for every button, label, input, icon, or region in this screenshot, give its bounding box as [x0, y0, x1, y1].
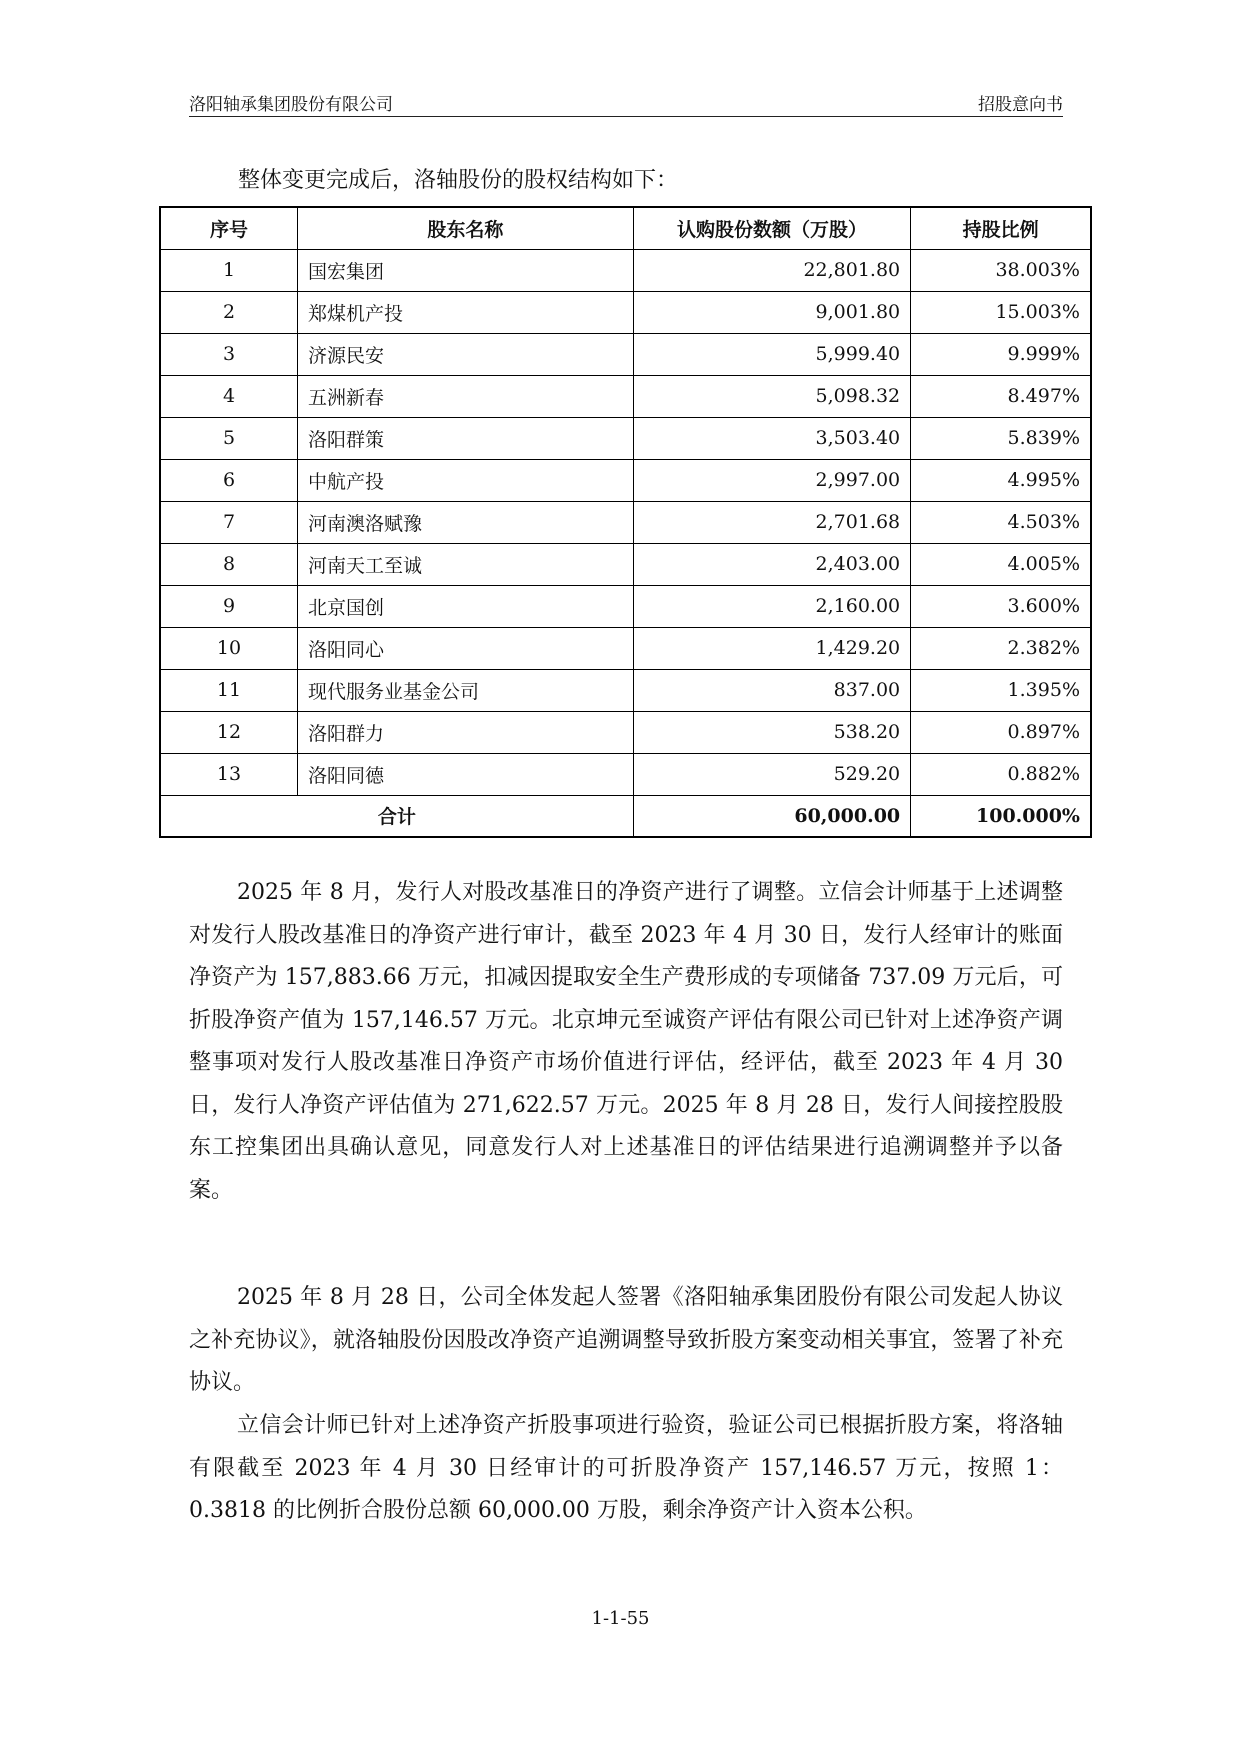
row-ratio: 0.897% [911, 711, 1091, 753]
table-row [160, 501, 1091, 543]
row-shares: 1,429.20 [633, 627, 910, 669]
row-ratio: 2.382% [911, 627, 1091, 669]
row-shareholder-name: 济源民安 [298, 333, 634, 375]
row-ratio: 4.995% [911, 459, 1091, 501]
table-row [160, 291, 1091, 333]
header-doc-type: 招股意向书 [978, 95, 1063, 115]
row-no: 8 [160, 543, 298, 585]
table-row [160, 543, 1091, 585]
row-no: 10 [160, 627, 298, 669]
paragraph-2 [189, 1277, 1063, 1405]
row-shareholder-name: 洛阳同心 [298, 627, 634, 669]
row-shares: 9,001.80 [633, 291, 910, 333]
row-ratio: 38.003% [911, 249, 1091, 291]
row-shares: 837.00 [633, 669, 910, 711]
col-header-name: 股东名称 [298, 207, 634, 249]
paragraph-text: 2025 年 8 月，发行人对股改基准日的净资产进行了调整。立信会计师基于上述调整对发行人股改基准日的净资产进行审计，截至 2023 年 4 月 30 日，发行人经审计的账面净资产为 157,883.66 万元，扣减因提取安全生产费形成的专项储备 737.09 万元后，可折股净资产值为 157,146.57 万元。北京坤元至诚资产评估有限公司已针对上述净资产调整事项对发行人股改基准日净资产市场价值进行评估，经评估，截至 2023 年 4 月 30 日，发行人净资产评估值为 271,622.57 万元。2025 年 8 月 28 日，发行人间接控股股东工控集团出具确认意见，同意发行人对上述基准日的评估结果进行追溯调整并予以备案。 [189, 880, 1063, 1203]
row-shareholder-name: 洛阳群策 [298, 417, 634, 459]
table-row [160, 417, 1091, 459]
row-shareholder-name: 郑煤机产投 [298, 291, 634, 333]
row-no: 2 [160, 291, 298, 333]
col-header-no: 序号 [160, 207, 298, 249]
row-ratio: 4.005% [911, 543, 1091, 585]
row-shareholder-name: 五洲新春 [298, 375, 634, 417]
total-label: 合计 [160, 795, 633, 837]
row-ratio: 9.999% [911, 333, 1091, 375]
total-ratio: 100.000% [911, 795, 1091, 837]
table-total-row [160, 795, 1091, 837]
paragraph-1 [189, 872, 1063, 1212]
table-row [160, 669, 1091, 711]
paragraph-3 [189, 1405, 1063, 1533]
row-ratio: 15.003% [911, 291, 1091, 333]
row-no: 6 [160, 459, 298, 501]
table-row [160, 249, 1091, 291]
row-no: 9 [160, 585, 298, 627]
row-no: 7 [160, 501, 298, 543]
table-row [160, 585, 1091, 627]
row-no: 13 [160, 753, 298, 795]
row-shares: 538.20 [633, 711, 910, 753]
row-shares: 3,503.40 [633, 417, 910, 459]
table-row [160, 627, 1091, 669]
page-number: 1-1-55 [591, 1608, 650, 1629]
table-row [160, 711, 1091, 753]
row-shareholder-name: 河南澳洛赋豫 [298, 501, 634, 543]
row-no: 4 [160, 375, 298, 417]
table-row [160, 459, 1091, 501]
row-shares: 2,403.00 [633, 543, 910, 585]
row-ratio: 8.497% [911, 375, 1091, 417]
row-ratio: 0.882% [911, 753, 1091, 795]
row-no: 12 [160, 711, 298, 753]
total-shares: 60,000.00 [633, 795, 910, 837]
row-ratio: 5.839% [911, 417, 1091, 459]
row-no: 1 [160, 249, 298, 291]
row-shares: 5,999.40 [633, 333, 910, 375]
row-no: 11 [160, 669, 298, 711]
row-ratio: 1.395% [911, 669, 1091, 711]
col-header-shares: 认购股份数额（万股） [633, 207, 910, 249]
table-row [160, 753, 1091, 795]
row-shareholder-name: 北京国创 [298, 585, 634, 627]
table-row [160, 333, 1091, 375]
col-header-ratio: 持股比例 [911, 207, 1091, 249]
row-shares: 2,997.00 [633, 459, 910, 501]
row-shareholder-name: 中航产投 [298, 459, 634, 501]
table-header-row [160, 207, 1091, 249]
row-shareholder-name: 国宏集团 [298, 249, 634, 291]
row-shareholder-name: 现代服务业基金公司 [298, 669, 634, 711]
row-no: 5 [160, 417, 298, 459]
row-shares: 529.20 [633, 753, 910, 795]
row-ratio: 3.600% [911, 585, 1091, 627]
row-shares: 5,098.32 [633, 375, 910, 417]
shareholding-table [159, 206, 1092, 838]
paragraph-text: 立信会计师已针对上述净资产折股事项进行验资，验证公司已根据折股方案，将洛轴有限截至 2023 年 4 月 30 日经审计的可折股净资产 157,146.57 万元，按照 1：0.3818 的比例折合股份总额 60,000.00 万股，剩余净资产计入资本公积。 [189, 1413, 1063, 1523]
row-shares: 22,801.80 [633, 249, 910, 291]
header-company: 洛阳轴承集团股份有限公司 [189, 95, 393, 115]
table-row [160, 375, 1091, 417]
row-ratio: 4.503% [911, 501, 1091, 543]
row-no: 3 [160, 333, 298, 375]
row-shareholder-name: 河南天工至诚 [298, 543, 634, 585]
row-shares: 2,701.68 [633, 501, 910, 543]
row-shares: 2,160.00 [633, 585, 910, 627]
page-header [189, 86, 1063, 117]
row-shareholder-name: 洛阳群力 [298, 711, 634, 753]
row-shareholder-name: 洛阳同德 [298, 753, 634, 795]
table-intro: 整体变更完成后，洛轴股份的股权结构如下： [238, 168, 679, 193]
paragraph-text: 2025 年 8 月 28 日，公司全体发起人签署《洛阳轴承集团股份有限公司发起人协议之补充协议》，就洛轴股份因股改净资产追溯调整导致折股方案变动相关事宜，签署了补充协议。 [189, 1285, 1063, 1395]
